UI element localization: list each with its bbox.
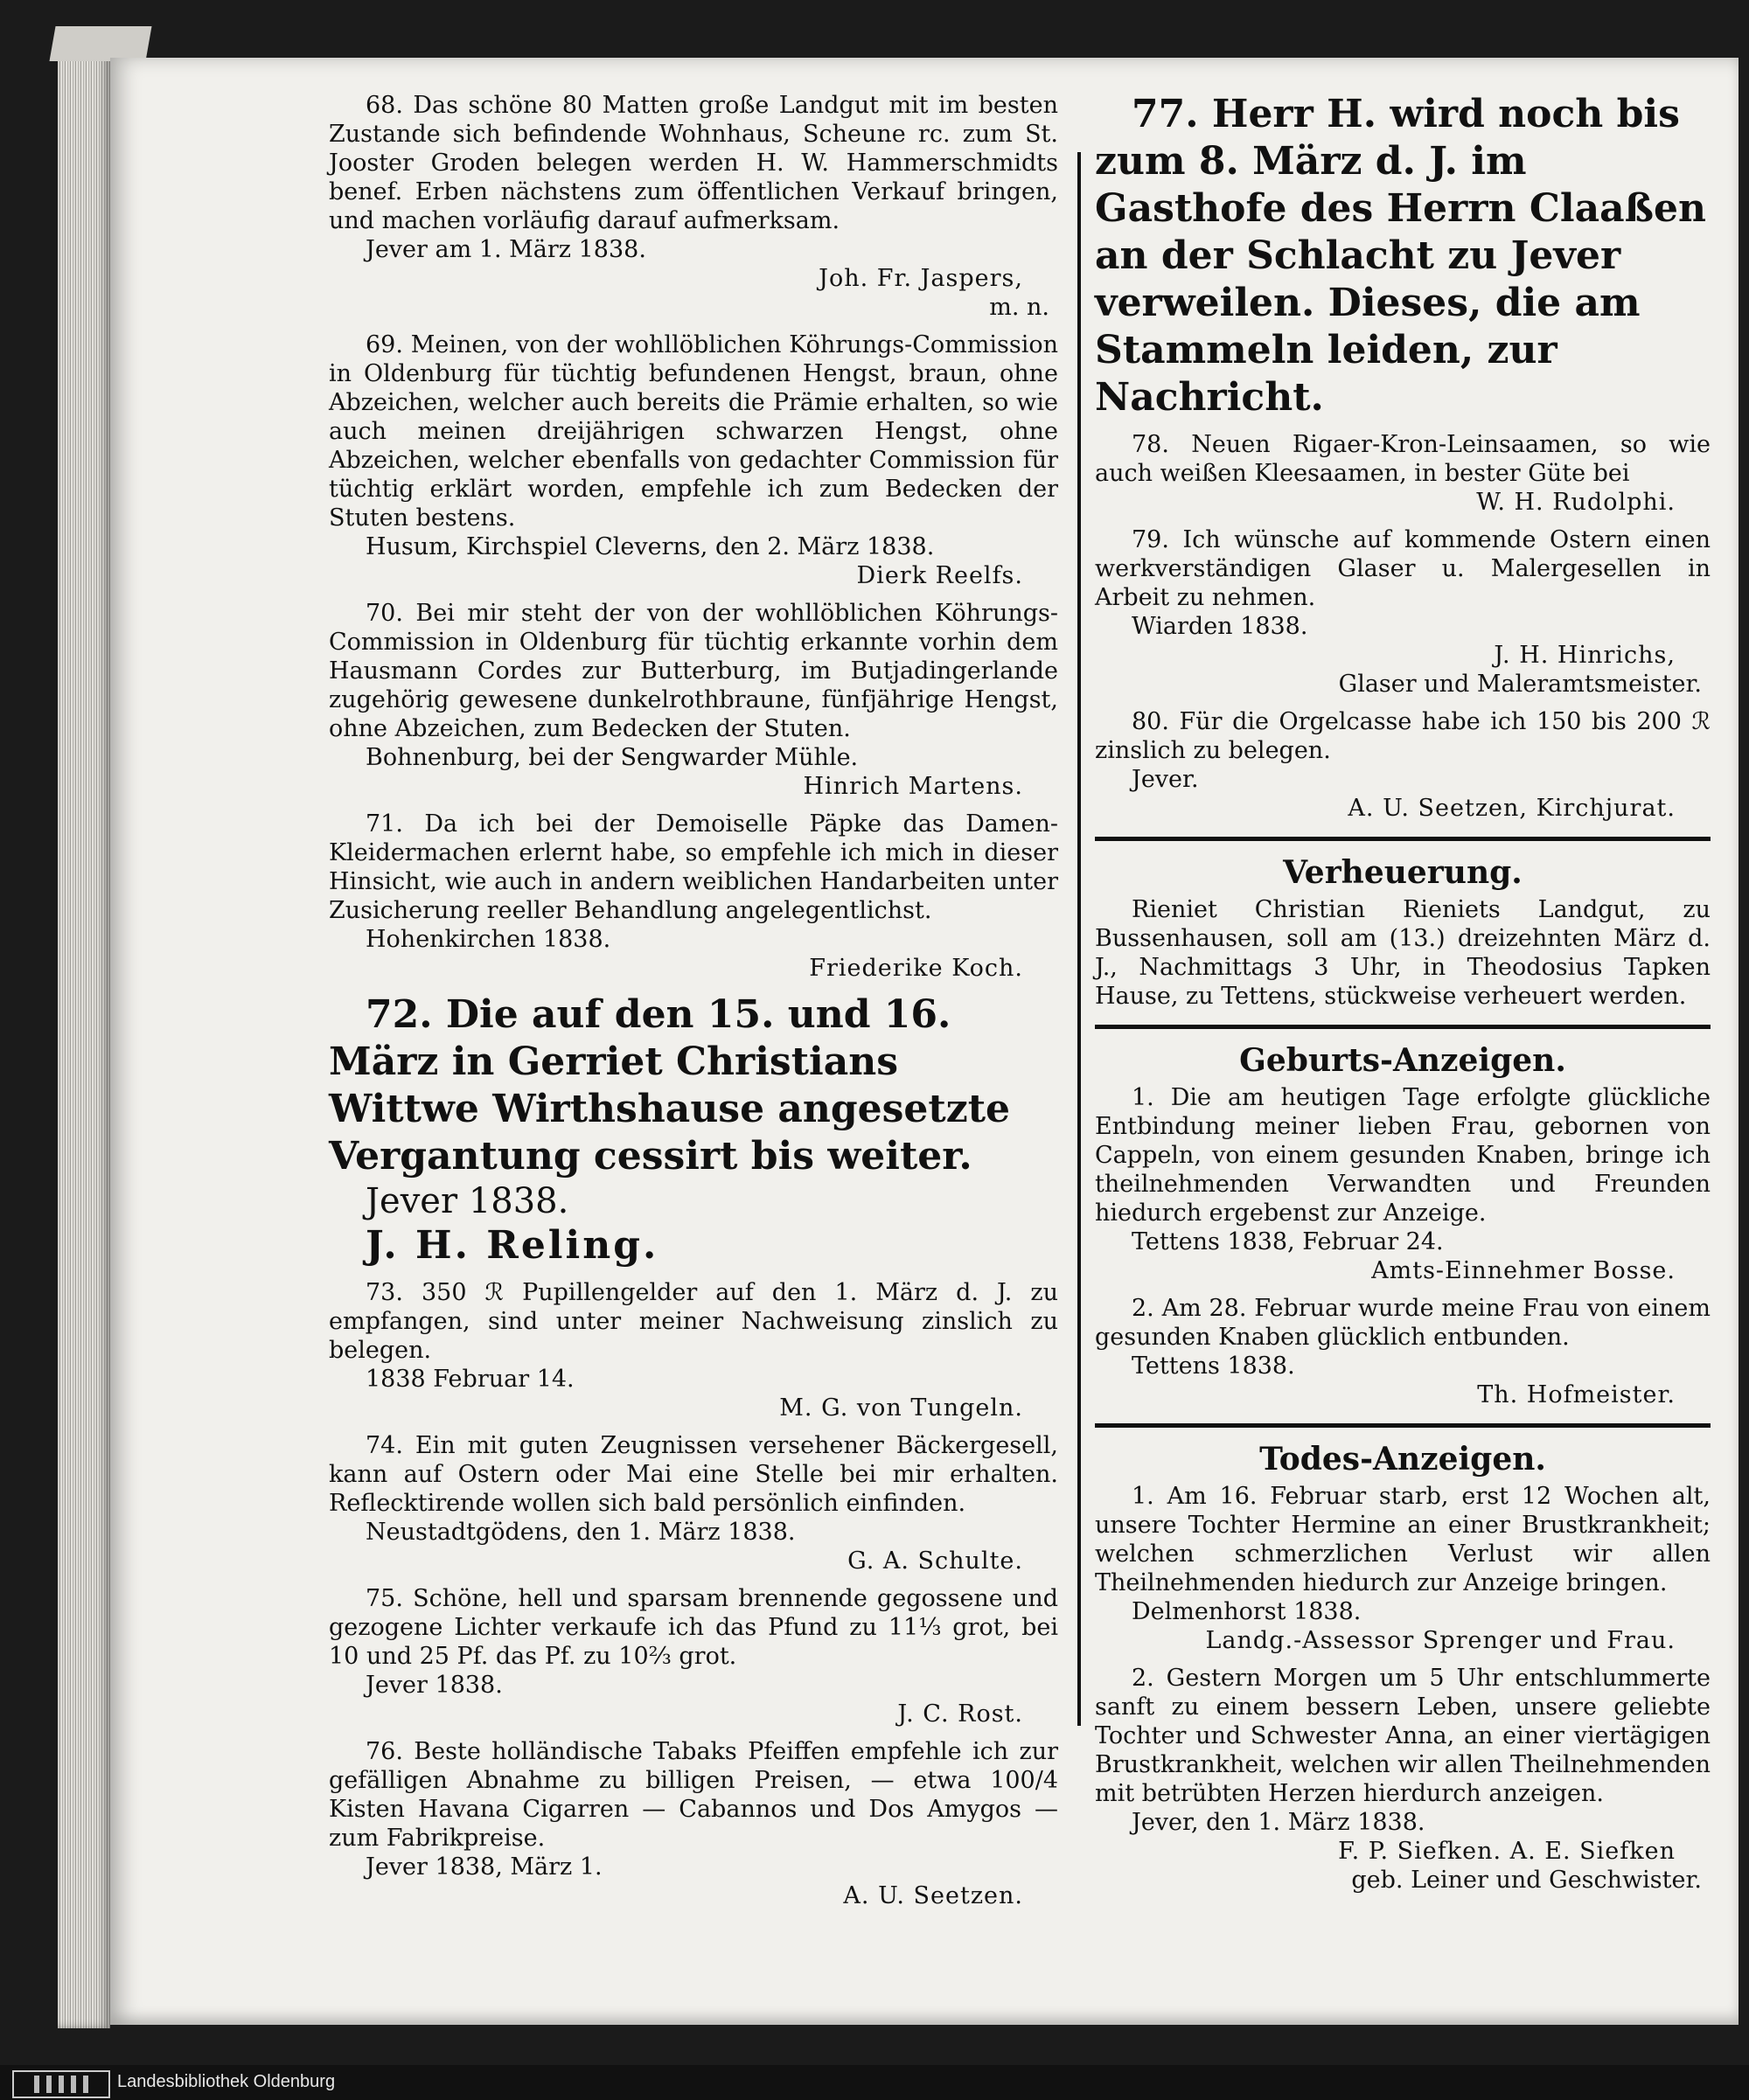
notice-78 bbox=[1095, 430, 1711, 517]
notice-text-large: 72. Die auf den 15. und 16. März in Gerriet Christians Wittwe Wirthshause angesetzte Vergantung cessirt bis weiter. bbox=[329, 992, 1011, 1179]
section-title-todes: Todes-Anzeigen. bbox=[1259, 1441, 1546, 1478]
section-rule bbox=[1095, 1025, 1711, 1029]
notice-signature-2: Glaser und Maleramtsmeister. bbox=[1338, 671, 1702, 698]
notice-text: 78. Neuen Rigaer-Kron-Leinsaamen, so wie auch weißen Kleesaamen, in bester Güte bei bbox=[1095, 431, 1711, 487]
notice-place: Tettens 1838, Februar 24. bbox=[1132, 1228, 1444, 1255]
notice-signature: J. C. Rost. bbox=[897, 1700, 1023, 1728]
notice-place: Jever 1838, März 1. bbox=[366, 1853, 603, 1881]
right-column bbox=[1095, 91, 1711, 1903]
notice-80 bbox=[1095, 707, 1711, 823]
notice-place: Bohnenburg, bei der Sengwarder Mühle. bbox=[366, 744, 859, 771]
notice-signature: Dierk Reelfs. bbox=[856, 562, 1023, 589]
notice-place: Jever am 1. März 1838. bbox=[366, 236, 646, 263]
notice-signature: Amts-Einnehmer Bosse. bbox=[1371, 1257, 1676, 1284]
notice-place: Neustadtgödens, den 1. März 1838. bbox=[366, 1519, 796, 1546]
notice-text: 80. Für die Orgelcasse habe ich 150 bis 200 ℛ zinslich zu belegen. bbox=[1095, 708, 1711, 764]
notice-signature-2: m. n. bbox=[989, 294, 1049, 321]
notice-71 bbox=[329, 810, 1058, 983]
notice-signature: F. P. Siefken. A. E. Siefken bbox=[1338, 1838, 1676, 1865]
notice-signature: M. G. von Tungeln. bbox=[779, 1394, 1023, 1422]
notice-text: 2. Am 28. Februar wurde meine Frau von einem gesunden Knaben glücklich entbunden. bbox=[1095, 1295, 1711, 1351]
notice-place: Jever 1838. bbox=[366, 1181, 569, 1221]
notice-signature: Landg.-Assessor Sprenger und Frau. bbox=[1205, 1627, 1676, 1654]
section-title-geburts: Geburts-Anzeigen. bbox=[1239, 1042, 1566, 1079]
notice-signature: A. U. Seetzen. bbox=[843, 1882, 1023, 1909]
notice-place: Tettens 1838. bbox=[1132, 1352, 1295, 1380]
notice-signature: Hinrich Martens. bbox=[803, 773, 1023, 800]
notice-text: 1. Am 16. Februar starb, erst 12 Wochen alt, unsere Tochter Hermine an einer Brustkrankheit; welchen schmerzlichen Verlust wir allen Theilnehmenden hiedurch zur Anzeige bringen. bbox=[1095, 1483, 1711, 1596]
notice-signature-2: geb. Leiner und Geschwister. bbox=[1351, 1867, 1702, 1894]
library-building-icon bbox=[12, 2070, 110, 2098]
notice-place: Jever, den 1. März 1838. bbox=[1132, 1809, 1425, 1836]
notice-text: 75. Schöne, hell und sparsam brennende gegossene und gezogene Lichter verkaufe ich das Pfund zu 11⅓ grot, bei 10 und 25 Pf. das Pf. zu 10⅔ grot. bbox=[329, 1585, 1058, 1670]
notice-text: 76. Beste holländische Tabaks Pfeiffen empfehle ich zur gefälligen Abnahme zu billigen Preisen, — etwa 100/4 Kisten Havana Cigarren — Cabannos und Dos Amygos — zum Fabrikpreise. bbox=[329, 1738, 1058, 1852]
birth-notice-1 bbox=[1095, 1083, 1711, 1285]
notice-text: Rieniet Christian Rieniets Landgut, zu Bussenhausen, soll am (13.) dreizehnten März d. J., Nachmittags 3 Uhr, in Theodosius Tapken Hause, zu Tettens, stückweise verheuert werden. bbox=[1095, 896, 1711, 1010]
notice-signature: Friederike Koch. bbox=[809, 955, 1023, 982]
verheuerung-notice bbox=[1095, 895, 1711, 1011]
notice-75 bbox=[329, 1584, 1058, 1728]
left-column bbox=[329, 91, 1058, 1919]
notice-signature: J. H. Hinrichs, bbox=[1494, 642, 1676, 669]
notice-69 bbox=[329, 330, 1058, 590]
notice-text: 73. 350 ℛ Pupillengelder auf den 1. März d. J. zu empfangen, sind unter meiner Nachweisung zinslich zu belegen. bbox=[329, 1279, 1058, 1364]
notice-text: 68. Das schöne 80 Matten große Landgut mit im besten Zustande sich befindende Wohnhaus, Scheune rc. zum St. Jooster Groden belegen werden H. W. Hammerschmidts benef. Erben nächstens zum öffentlichen Verkauf bringen, und machen vorläufig darauf aufmerksam. bbox=[329, 92, 1058, 234]
notice-72 bbox=[329, 991, 1058, 1269]
notice-79 bbox=[1095, 525, 1711, 699]
notice-text: 1. Die am heutigen Tage erfolgte glückliche Entbindung meiner lieben Frau, gebornen von Cappeln, von einem gesunden Knaben, bringe ich theilnehmenden Verwandten und Freunden hiedurch ergebenst zur Anzeige. bbox=[1095, 1084, 1711, 1227]
notice-place: Jever 1838. bbox=[366, 1672, 503, 1699]
book-page-edges bbox=[58, 51, 110, 2028]
notice-place: Hohenkirchen 1838. bbox=[366, 926, 611, 953]
column-divider bbox=[1077, 152, 1081, 1726]
notice-signature: Joh. Fr. Jaspers, bbox=[819, 265, 1023, 292]
notice-signature: A. U. Seetzen, Kirchjurat. bbox=[1348, 795, 1676, 822]
notice-text-large: 77. Herr H. wird noch bis zum 8. März d. J. im Gasthofe des Herrn Claaßen an der Schlacht zu Jever verweilen. Dieses, die am Stammeln leiden, zur Nachricht. bbox=[1095, 92, 1707, 420]
notice-text: 70. Bei mir steht der von der wohllöblichen Köhrungs-Commission in Oldenburg für tüchtig erkannte vorhin dem Hausmann Cordes zur Butterburg, im Butjadingerlande zugehörig gewesene dunkelrothbraune, fünfjährige Hengst, ohne Abzeichen, zum Bedecken der Stuten. bbox=[329, 600, 1058, 742]
library-name[interactable]: Landesbibliothek Oldenburg bbox=[117, 2072, 336, 2091]
notice-place: Husum, Kirchspiel Cleverns, den 2. März 1838. bbox=[366, 533, 935, 560]
notice-76 bbox=[329, 1737, 1058, 1910]
notice-text: 74. Ein mit guten Zeugnissen versehener Bäckergesell, kann auf Ostern oder Mai eine Stelle bei mir erhalten. Reflecktirende wollen sich bald persönlich einfinden. bbox=[329, 1432, 1058, 1517]
notice-place: Delmenhorst 1838. bbox=[1132, 1598, 1362, 1625]
section-rule bbox=[1095, 837, 1711, 841]
notice-text: 69. Meinen, von der wohllöblichen Köhrungs-Commission in Oldenburg für tüchtig befundenen Hengst, braun, ohne Abzeichen, welcher auch bereits die Prämie erhalten, so wie auch meinen dreijährigen schwarzen Hengst, ohne Abzeichen, welcher ebenfalls von gedachter Commission für tüchtig erklärt worden, empfehle ich zum Bedecken der Stuten bestens. bbox=[329, 331, 1058, 532]
death-notice-2 bbox=[1095, 1664, 1711, 1895]
birth-notice-2 bbox=[1095, 1294, 1711, 1409]
notice-signature: Th. Hofmeister. bbox=[1477, 1381, 1676, 1408]
notice-place: Jever. bbox=[1132, 766, 1199, 793]
notice-signature: W. H. Rudolphi. bbox=[1476, 489, 1676, 516]
notice-text: 79. Ich wünsche auf kommende Ostern einen werkverständigen Glaser u. Malergesellen in Arbeit zu nehmen. bbox=[1095, 526, 1711, 611]
notice-70 bbox=[329, 599, 1058, 801]
notice-73 bbox=[329, 1278, 1058, 1422]
notice-place: 1838 Februar 14. bbox=[366, 1366, 575, 1393]
notice-place: Wiarden 1838. bbox=[1132, 613, 1308, 640]
notice-68 bbox=[329, 91, 1058, 322]
death-notice-1 bbox=[1095, 1482, 1711, 1655]
notice-signature: G. A. Schulte. bbox=[847, 1547, 1023, 1575]
notice-77 bbox=[1095, 91, 1711, 421]
notice-text: 71. Da ich bei der Demoiselle Päpke das Damen-Kleidermachen erlernt habe, so empfehle ich mich in dieser Hinsicht, wie auch in andern weiblichen Handarbeiten unter Zusicherung reeller Behandlung angelegentlichst. bbox=[329, 810, 1058, 924]
section-rule bbox=[1095, 1423, 1711, 1428]
notice-74 bbox=[329, 1431, 1058, 1575]
notice-signature: J. H. Reling. bbox=[366, 1223, 659, 1268]
book-corner bbox=[49, 26, 151, 61]
notice-text: 2. Gestern Morgen um 5 Uhr entschlummerte sanft zu einem bessern Leben, unsere geliebte Tochter und Schwester Anna, an einer viertägigen Brustkrankheit, welchen wir allen Theilnehmenden mit betrübten Herzen hierdurch anzeigen. bbox=[1095, 1665, 1711, 1807]
section-title-verheuerung: Verheuerung. bbox=[1283, 854, 1523, 891]
